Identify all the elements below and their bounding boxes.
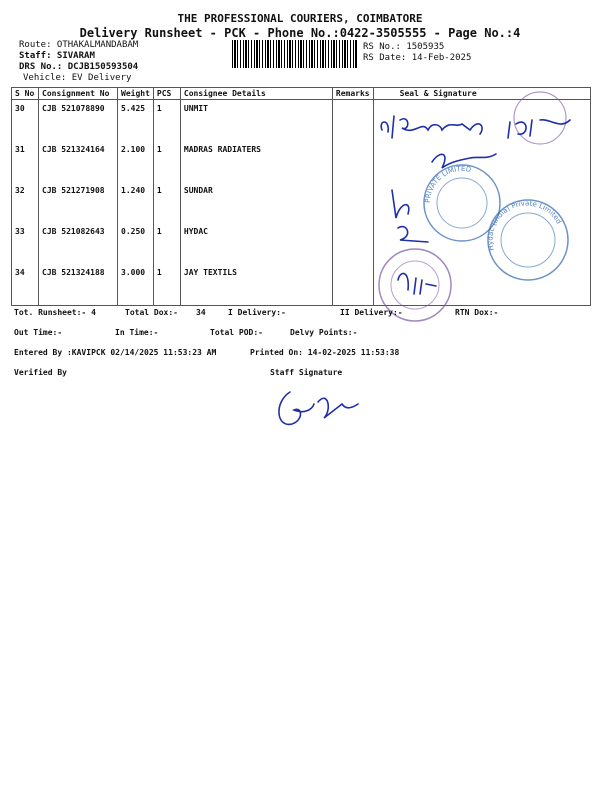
table-header-row <box>12 88 591 100</box>
cell-consignee: JAY TEXTILS <box>180 264 332 306</box>
cell-consignment: CJB 521082643 <box>39 223 118 264</box>
cell-pcs: 1 <box>153 223 180 264</box>
stamp-1-text: PRIVATE LIMITED <box>423 164 472 204</box>
staff-label: Staff: SIVARAM <box>19 51 95 61</box>
i-delivery-label: I Delivery:- <box>228 308 286 317</box>
runsheet-subtitle: Delivery Runsheet - PCK - Phone No.:0422-3505555 - Page No.:4 <box>79 26 521 40</box>
out-time-label: Out Time:- <box>14 328 63 337</box>
col-seal-signature: Seal & Signature <box>373 88 590 100</box>
entered-by: Entered By :KAVIPCK 02/14/2025 11:53:23 AM <box>14 348 217 357</box>
runsheet-table <box>11 87 591 306</box>
stamp-2-text: Hydac (India) Private Limited <box>486 199 563 252</box>
col-remarks: Remarks <box>332 88 373 100</box>
table-row <box>12 264 591 306</box>
cell-remarks <box>332 100 373 142</box>
cell-consignee: UNMIT <box>180 100 332 142</box>
cell-weight: 2.100 <box>118 141 154 182</box>
delvy-points-label: Delvy Points:- <box>290 328 358 337</box>
cell-pcs: 1 <box>153 100 180 142</box>
cell-remarks <box>332 182 373 223</box>
printed-on: Printed On: 14-02-2025 11:53:38 <box>250 348 400 357</box>
cell-pcs: 1 <box>153 182 180 223</box>
route-label: Route: OTHAKALMANDABAM <box>19 40 139 50</box>
table-row <box>12 223 591 264</box>
drs-number: DRS No.: DCJB150593504 <box>19 62 139 72</box>
cell-remarks <box>332 141 373 182</box>
cell-weight: 3.000 <box>118 264 154 306</box>
tot-runsheet: Tot. Runsheet:- 4 <box>14 308 96 317</box>
cell-consignment: CJB 521324164 <box>39 141 118 182</box>
col-sno: S No <box>12 88 39 100</box>
ii-delivery-label: II Delivery:- <box>340 308 403 317</box>
cell-seal <box>373 100 590 142</box>
cell-seal <box>373 141 590 182</box>
cell-sno: 32 <box>12 182 39 223</box>
col-consignment: Consignment No <box>39 88 118 100</box>
vehicle-label: Vehicle: EV Delivery <box>23 73 132 83</box>
cell-sno: 30 <box>12 100 39 142</box>
cell-seal <box>373 223 590 264</box>
table-row <box>12 100 591 142</box>
col-weight: Weight <box>118 88 154 100</box>
cell-consignment: CJB 521271908 <box>39 182 118 223</box>
total-dox-value: 34 <box>196 308 206 317</box>
cell-weight: 1.240 <box>118 182 154 223</box>
cell-pcs: 1 <box>153 141 180 182</box>
cell-consignment: CJB 521324188 <box>39 264 118 306</box>
cell-seal <box>373 264 590 306</box>
cell-sno: 33 <box>12 223 39 264</box>
cell-remarks <box>332 223 373 264</box>
table-row <box>12 141 591 182</box>
in-time-label: In Time:- <box>115 328 159 337</box>
cell-remarks <box>332 264 373 306</box>
cell-pcs: 1 <box>153 264 180 306</box>
rs-date: RS Date: 14-Feb-2025 <box>363 53 472 63</box>
company-title: THE PROFESSIONAL COURIERS, COIMBATORE <box>177 12 423 25</box>
staff-signature-label: Staff Signature <box>270 368 343 377</box>
staff-signature-mark <box>268 380 378 435</box>
total-pod-label: Total POD:- <box>210 328 263 337</box>
cell-sno: 34 <box>12 264 39 306</box>
rtn-dox-label: RTN Dox:- <box>455 308 499 317</box>
barcode <box>232 40 358 68</box>
table-row <box>12 182 591 223</box>
cell-weight: 0.250 <box>118 223 154 264</box>
col-pcs: PCS <box>153 88 180 100</box>
cell-consignee: SUNDAR <box>180 182 332 223</box>
cell-weight: 5.425 <box>118 100 154 142</box>
cell-consignee: HYDAC <box>180 223 332 264</box>
verified-by-label: Verified By <box>14 368 67 377</box>
col-consignee: Consignee Details <box>180 88 332 100</box>
cell-sno: 31 <box>12 141 39 182</box>
cell-consignee: MADRAS RADIATERS <box>180 141 332 182</box>
cell-seal <box>373 182 590 223</box>
total-dox-label: Total Dox:- <box>125 308 178 317</box>
cell-consignment: CJB 521078890 <box>39 100 118 142</box>
rs-number: RS No.: 1505935 <box>363 42 445 52</box>
